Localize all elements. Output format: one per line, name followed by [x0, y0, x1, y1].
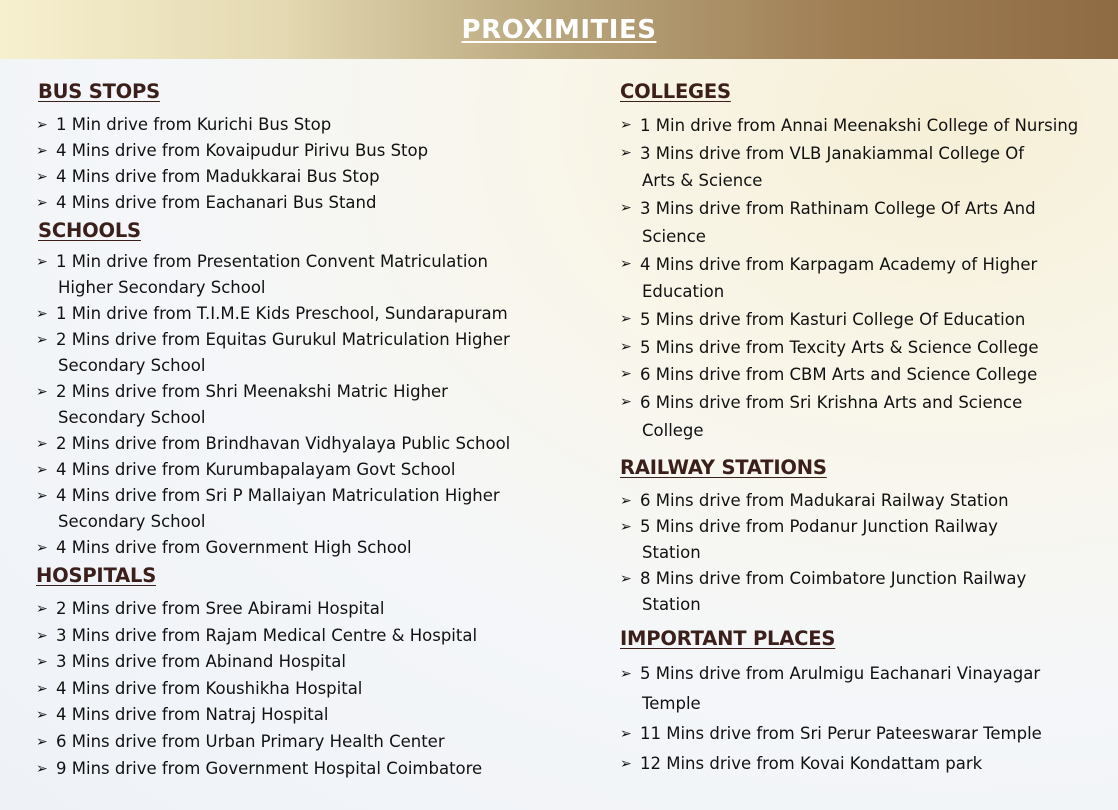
list-item — [36, 596, 596, 623]
arrowhead-bullet-icon: ➢ — [620, 310, 632, 327]
list-item — [36, 457, 596, 483]
list-item-text: 1 Min drive from Presentation Convent Matriculation — [56, 252, 488, 271]
list-item-text: Secondary School — [58, 356, 206, 375]
list-item — [620, 334, 1110, 362]
arrowhead-bullet-icon: ➢ — [36, 462, 48, 478]
list-item-text: Station — [642, 595, 701, 615]
list-item-text: 12 Mins drive from Kovai Kondattam park — [640, 754, 983, 774]
arrowhead-bullet-icon: ➢ — [620, 756, 632, 773]
railway-list — [620, 488, 1110, 618]
list-item-text: 4 Mins drive from Government High School — [56, 538, 412, 557]
list-item — [36, 379, 596, 431]
arrowhead-bullet-icon: ➢ — [36, 306, 48, 322]
list-item-text: Education — [642, 282, 725, 302]
schools-list — [36, 249, 596, 561]
list-item-text: 6 Mins drive from CBM Arts and Science College — [640, 365, 1038, 385]
list-item-text: 6 Mins drive from Urban Primary Health Center — [56, 731, 445, 751]
list-item — [36, 327, 596, 379]
list-item-text: Secondary School — [58, 408, 206, 427]
list-item-text: 5 Mins drive from Texcity Arts & Science College — [640, 337, 1039, 357]
arrowhead-bullet-icon: ➢ — [36, 143, 48, 159]
left-column — [36, 80, 596, 782]
colleges-section — [620, 80, 1110, 444]
arrowhead-bullet-icon: ➢ — [620, 144, 632, 161]
arrowhead-bullet-icon: ➢ — [36, 680, 48, 697]
list-item-text: 2 Mins drive from Brindhavan Vidhyalaya Public School — [56, 434, 511, 453]
arrowhead-bullet-icon: ➢ — [36, 707, 48, 724]
list-item-text: 2 Mins drive from Equitas Gurukul Matriculation Higher — [56, 330, 510, 349]
list-item — [36, 649, 596, 676]
railway-section — [620, 456, 1110, 618]
list-item-text: 9 Mins drive from Government Hospital Coimbatore — [56, 758, 483, 778]
list-item-text: College — [642, 420, 704, 440]
list-item-text: 3 Mins drive from Rathinam College Of Arts And — [640, 199, 1036, 219]
arrowhead-bullet-icon: ➢ — [36, 540, 48, 556]
section-title-important-places: IMPORTANT PLACES — [620, 627, 836, 651]
arrowhead-bullet-icon: ➢ — [620, 255, 632, 272]
list-item-text: 1 Min drive from Annai Meenakshi College of Nursing — [640, 116, 1079, 135]
list-item — [620, 251, 1110, 306]
list-item — [36, 164, 596, 190]
list-item — [36, 729, 596, 756]
list-item-text: Secondary School — [58, 512, 206, 531]
list-item — [620, 306, 1110, 334]
arrowhead-bullet-icon: ➢ — [36, 254, 48, 270]
list-item — [36, 301, 596, 327]
list-item — [36, 190, 596, 216]
list-item — [36, 112, 596, 138]
list-item-text: 4 Mins drive from Sri P Mallaiyan Matriculation Higher — [56, 486, 500, 505]
arrowhead-bullet-icon: ➢ — [620, 338, 632, 355]
arrowhead-bullet-icon: ➢ — [36, 436, 48, 452]
list-item-text: 11 Mins drive from Sri Perur Pateeswarar Temple — [640, 724, 1042, 744]
list-item-text: 5 Mins drive from Podanur Junction Railway — [640, 517, 998, 537]
list-item-text: 4 Mins drive from Natraj Hospital — [56, 705, 329, 725]
list-item-text: 5 Mins drive from Kasturi College Of Education — [640, 309, 1026, 329]
list-item-text: 6 Mins drive from Madukarai Railway Station — [640, 491, 1009, 511]
section-title-schools: SCHOOLS — [38, 219, 141, 242]
list-item — [620, 719, 1110, 749]
list-item — [36, 676, 596, 703]
section-title-bus-stops: BUS STOPS — [38, 80, 160, 103]
list-item-text: Science — [642, 226, 706, 246]
important-places-section — [620, 627, 1110, 779]
list-item — [620, 112, 1110, 140]
list-item-text: Arts & Science — [642, 171, 763, 191]
header-band — [0, 0, 1118, 59]
list-item-text: 2 Mins drive from Sree Abirami Hospital — [56, 599, 385, 618]
list-item-text: 4 Mins drive from Kurumbapalayam Govt School — [56, 460, 456, 479]
list-item-text: 3 Mins drive from Rajam Medical Centre & Hospital — [56, 625, 478, 645]
list-item-text: 3 Mins drive from Abinand Hospital — [56, 652, 346, 672]
important-places-list — [620, 659, 1110, 779]
list-item — [36, 623, 596, 650]
list-item — [36, 431, 596, 457]
arrowhead-bullet-icon: ➢ — [620, 200, 632, 217]
hospitals-list — [36, 596, 596, 782]
schools-section — [36, 219, 596, 561]
right-column — [620, 80, 1110, 779]
arrowhead-bullet-icon: ➢ — [36, 332, 48, 348]
list-item-text: 4 Mins drive from Kovaipudur Pirivu Bus Stop — [56, 141, 429, 160]
list-item-text: 4 Mins drive from Koushikha Hospital — [56, 678, 363, 698]
list-item — [36, 483, 596, 535]
arrowhead-bullet-icon: ➢ — [620, 366, 632, 383]
list-item-text: 5 Mins drive from Arulmigu Eachanari Vinayagar — [640, 664, 1041, 684]
list-item — [36, 138, 596, 164]
arrowhead-bullet-icon: ➢ — [620, 666, 632, 683]
section-title-railway-stations: RAILWAY STATIONS — [620, 456, 827, 480]
arrowhead-bullet-icon: ➢ — [36, 760, 48, 777]
arrowhead-bullet-icon: ➢ — [620, 571, 632, 588]
list-item-text: Higher Secondary School — [58, 278, 266, 297]
bus-stops-list — [36, 112, 596, 216]
list-item — [36, 702, 596, 729]
section-title-hospitals: HOSPITALS — [36, 564, 157, 587]
list-item-text: 6 Mins drive from Sri Krishna Arts and Science — [640, 393, 1023, 413]
list-item-text: 4 Mins drive from Karpagam Academy of Higher — [640, 254, 1038, 274]
list-item — [620, 361, 1110, 389]
arrowhead-bullet-icon: ➢ — [620, 726, 632, 743]
list-item-text: 8 Mins drive from Coimbatore Junction Railway — [640, 569, 1027, 589]
list-item-text: 1 Min drive from Kurichi Bus Stop — [56, 115, 332, 134]
arrowhead-bullet-icon: ➢ — [620, 519, 632, 536]
list-item — [36, 249, 596, 301]
bus-stops-section — [36, 80, 596, 216]
arrowhead-bullet-icon: ➢ — [620, 394, 632, 411]
arrowhead-bullet-icon: ➢ — [36, 169, 48, 185]
arrowhead-bullet-icon: ➢ — [36, 654, 48, 671]
list-item — [620, 566, 1110, 618]
list-item — [620, 389, 1110, 444]
arrowhead-bullet-icon: ➢ — [620, 493, 632, 510]
list-item-text: Temple — [642, 694, 701, 714]
list-item-text: 1 Min drive from T.I.M.E Kids Preschool, Sundarapuram — [56, 304, 508, 323]
arrowhead-bullet-icon: ➢ — [620, 117, 632, 133]
list-item — [620, 514, 1110, 566]
arrowhead-bullet-icon: ➢ — [36, 733, 48, 750]
arrowhead-bullet-icon: ➢ — [36, 384, 48, 400]
page-title: PROXIMITIES — [461, 14, 657, 45]
list-item-text: Station — [642, 543, 701, 563]
list-item — [620, 659, 1110, 719]
hospitals-section — [36, 564, 596, 782]
list-item — [620, 749, 1110, 779]
arrowhead-bullet-icon: ➢ — [36, 117, 48, 133]
arrowhead-bullet-icon: ➢ — [36, 195, 48, 211]
arrowhead-bullet-icon: ➢ — [36, 488, 48, 504]
list-item-text: 4 Mins drive from Eachanari Bus Stand — [56, 193, 377, 212]
arrowhead-bullet-icon: ➢ — [36, 627, 48, 644]
list-item — [620, 140, 1110, 195]
list-item — [620, 195, 1110, 250]
list-item-text: 2 Mins drive from Shri Meenakshi Matric Higher — [56, 382, 448, 401]
list-item — [620, 488, 1110, 514]
section-title-colleges: COLLEGES — [620, 80, 731, 103]
list-item-text: 4 Mins drive from Madukkarai Bus Stop — [56, 167, 380, 186]
list-item-text: 3 Mins drive from VLB Janakiammal College Of — [640, 143, 1025, 163]
list-item — [36, 756, 596, 783]
colleges-list — [620, 112, 1110, 444]
arrowhead-bullet-icon: ➢ — [36, 601, 48, 617]
list-item — [36, 535, 596, 561]
